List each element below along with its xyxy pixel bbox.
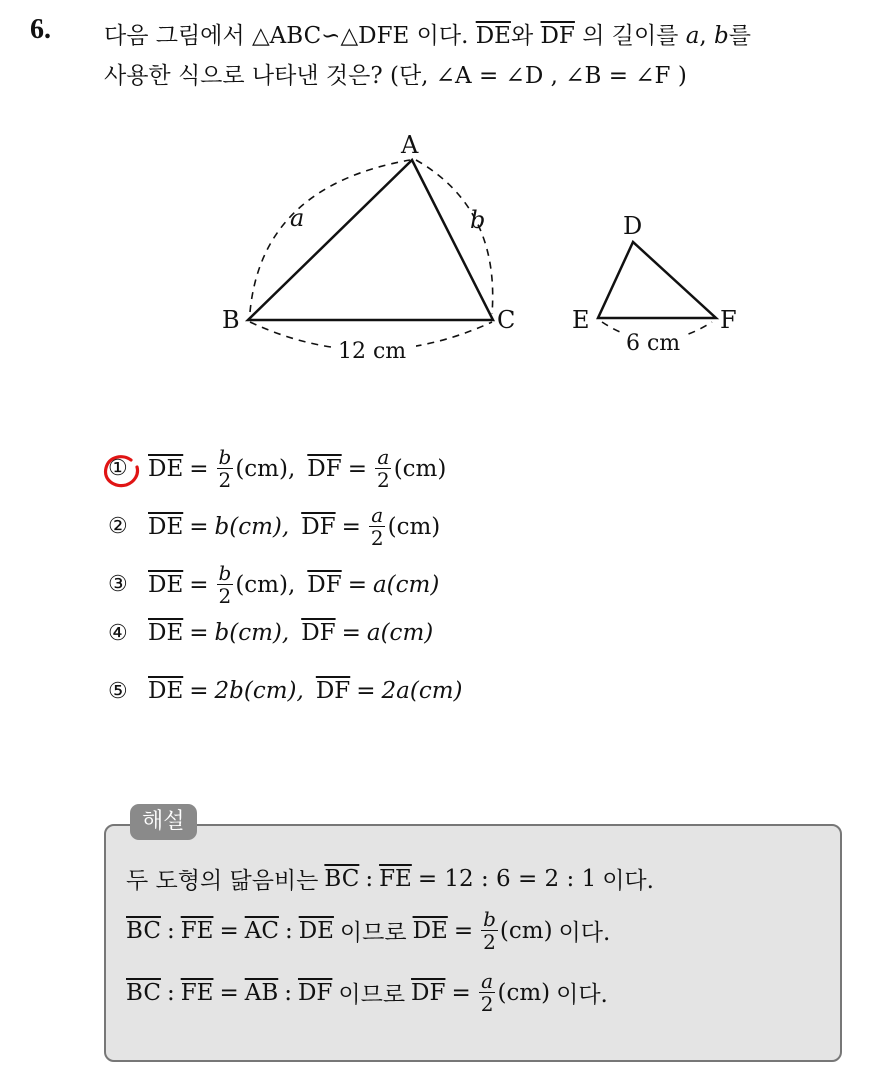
choice-4[interactable] xyxy=(108,620,433,646)
equals: = xyxy=(189,571,209,598)
choice-number: ④ xyxy=(108,620,128,646)
choice-2[interactable] xyxy=(108,504,440,549)
choice-number: ② xyxy=(108,514,128,539)
sol-mid: 이므로 xyxy=(338,982,406,1008)
equals: = xyxy=(219,979,239,1006)
solution-line-2 xyxy=(126,908,610,953)
seg-df: $\overline{DF}$ xyxy=(307,455,342,482)
choice-5[interactable] xyxy=(108,678,463,704)
equals: = xyxy=(189,678,209,704)
seg-fe: $\overline{FE}$ xyxy=(180,917,214,944)
de-expression: 2b(cm), xyxy=(214,678,304,704)
equals: = xyxy=(453,917,474,944)
seg-ab: $\overline{AB}$ xyxy=(244,979,279,1006)
seg-fe: $\overline{FE}$ xyxy=(379,865,412,892)
triangle-abc xyxy=(248,160,493,320)
q-comma: , xyxy=(699,23,707,49)
q-text-5: 를 xyxy=(728,23,751,49)
question-number: 6. xyxy=(30,14,51,45)
equals: = xyxy=(189,455,209,482)
q-text-4: 의 길이를 xyxy=(582,23,679,49)
arc-side-b xyxy=(416,160,493,314)
solution-tag: 해설 xyxy=(130,804,197,840)
equals: = xyxy=(356,678,376,704)
unit: (cm) xyxy=(497,979,551,1006)
sol-ratio: = 12 : 6 = 2 : 1 xyxy=(417,865,597,892)
equals: = xyxy=(341,620,361,646)
equals: = xyxy=(451,979,471,1006)
df-expression: a(cm) xyxy=(366,620,434,646)
df-expression: 2a(cm) xyxy=(381,678,463,704)
sol-colon: : xyxy=(284,917,293,944)
seg-de: $\overline{DE}$ xyxy=(412,917,448,944)
seg-bc: $\overline{BC}$ xyxy=(126,979,161,1006)
label-b-vertex: B xyxy=(222,306,240,334)
equals: = xyxy=(347,571,367,598)
de-expression: b(cm), xyxy=(214,620,290,646)
seg-de: $\overline{DE}$ xyxy=(148,571,184,598)
sol-text: 두 도형의 닮음비는 xyxy=(126,868,319,894)
label-e-vertex: E xyxy=(572,306,590,334)
unit: (cm), xyxy=(235,455,296,482)
q-text-6: 사용한 식으로 나타낸 것은? (단, ∠A = ∠D , ∠B = ∠F ) xyxy=(104,63,687,89)
sol-mid: 이므로 xyxy=(339,920,407,946)
q-text-2: 이다. xyxy=(416,23,469,49)
sol-colon: : xyxy=(166,917,175,944)
sol-end: 이다. xyxy=(558,920,611,946)
q-var-b: b xyxy=(714,23,729,49)
similar-triangles-figure xyxy=(0,0,884,420)
unit: (cm) xyxy=(387,513,441,540)
label-f-vertex: F xyxy=(720,306,737,334)
choice-number: ③ xyxy=(108,572,128,597)
q-sim: ∽ xyxy=(321,23,341,49)
label-a-vertex: A xyxy=(401,131,419,159)
seg-ac: $\overline{AC}$ xyxy=(244,917,279,944)
unit: (cm), xyxy=(235,571,296,598)
seg-de: $\overline{DE}$ xyxy=(298,917,334,944)
seg-df: $\overline{DF}$ xyxy=(301,620,336,646)
solution-line-3 xyxy=(126,970,608,1015)
unit: (cm) xyxy=(393,455,447,482)
seg-de: $\overline{DE}$ xyxy=(148,620,184,646)
label-d-vertex: D xyxy=(623,212,643,240)
equals: = xyxy=(189,513,209,540)
fraction-b-over-2: $\frac{b}{2}$ xyxy=(483,907,496,954)
seg-df: $\overline{DF}$ xyxy=(307,571,342,598)
seg-df: $\overline{DF}$ xyxy=(297,979,333,1006)
fraction-b-over-2: $\frac{b}{2}$ xyxy=(218,445,232,492)
q-text-3: 와 xyxy=(510,23,534,49)
sol-end: 이다. xyxy=(556,982,608,1008)
arc-side-a xyxy=(250,160,410,312)
choice-number: ① xyxy=(108,456,128,481)
seg-bc: $\overline{BC}$ xyxy=(324,865,360,892)
seg-de: $\overline{DE}$ xyxy=(148,513,184,540)
choice-3[interactable] xyxy=(108,562,439,607)
equals: = xyxy=(189,620,209,646)
seg-de: $\overline{DE}$ xyxy=(148,455,184,482)
equals: = xyxy=(341,513,361,540)
triangle-def xyxy=(598,242,716,318)
q-seg-de: $\overline{DE}$ xyxy=(475,23,511,49)
equals: = xyxy=(219,917,239,944)
choice-number: ⑤ xyxy=(108,678,128,704)
seg-df: $\overline{DF}$ xyxy=(315,678,351,704)
q-var-a: a xyxy=(685,23,700,49)
equals: = xyxy=(347,455,367,482)
seg-df: $\overline{DF}$ xyxy=(301,513,336,540)
solution-line-1 xyxy=(126,862,654,895)
seg-de: $\overline{DE}$ xyxy=(148,678,184,704)
sol-end: 이다. xyxy=(602,868,654,894)
label-side-a: a xyxy=(290,204,305,232)
unit: (cm) xyxy=(499,917,553,944)
seg-fe: $\overline{FE}$ xyxy=(180,979,214,1006)
seg-df: $\overline{DF}$ xyxy=(411,979,446,1006)
label-len-bc: 12 cm xyxy=(338,339,407,364)
sol-colon: : xyxy=(166,979,175,1006)
q-tri-1: △ABC xyxy=(251,23,322,49)
label-len-ef: 6 cm xyxy=(626,331,681,356)
sol-colon: : xyxy=(365,865,374,892)
fraction-a-over-2: $\frac{a}{2}$ xyxy=(376,445,390,492)
sol-colon: : xyxy=(284,979,292,1006)
df-expression: a(cm) xyxy=(372,571,440,598)
q-text-1: 다음 그림에서 xyxy=(104,23,245,49)
fraction-a-over-2: $\frac{a}{2}$ xyxy=(480,969,494,1016)
label-c-vertex: C xyxy=(497,306,516,334)
choice-1[interactable] xyxy=(108,446,446,491)
q-tri-2: △DFE xyxy=(340,23,410,49)
fraction-a-over-2: $\frac{a}{2}$ xyxy=(370,503,384,550)
fraction-b-over-2: $\frac{b}{2}$ xyxy=(218,561,232,608)
q-seg-df: $\overline{DF}$ xyxy=(540,23,575,49)
seg-bc: $\overline{BC}$ xyxy=(126,917,161,944)
de-expression: b(cm), xyxy=(214,513,290,540)
label-side-b: b xyxy=(470,206,486,234)
